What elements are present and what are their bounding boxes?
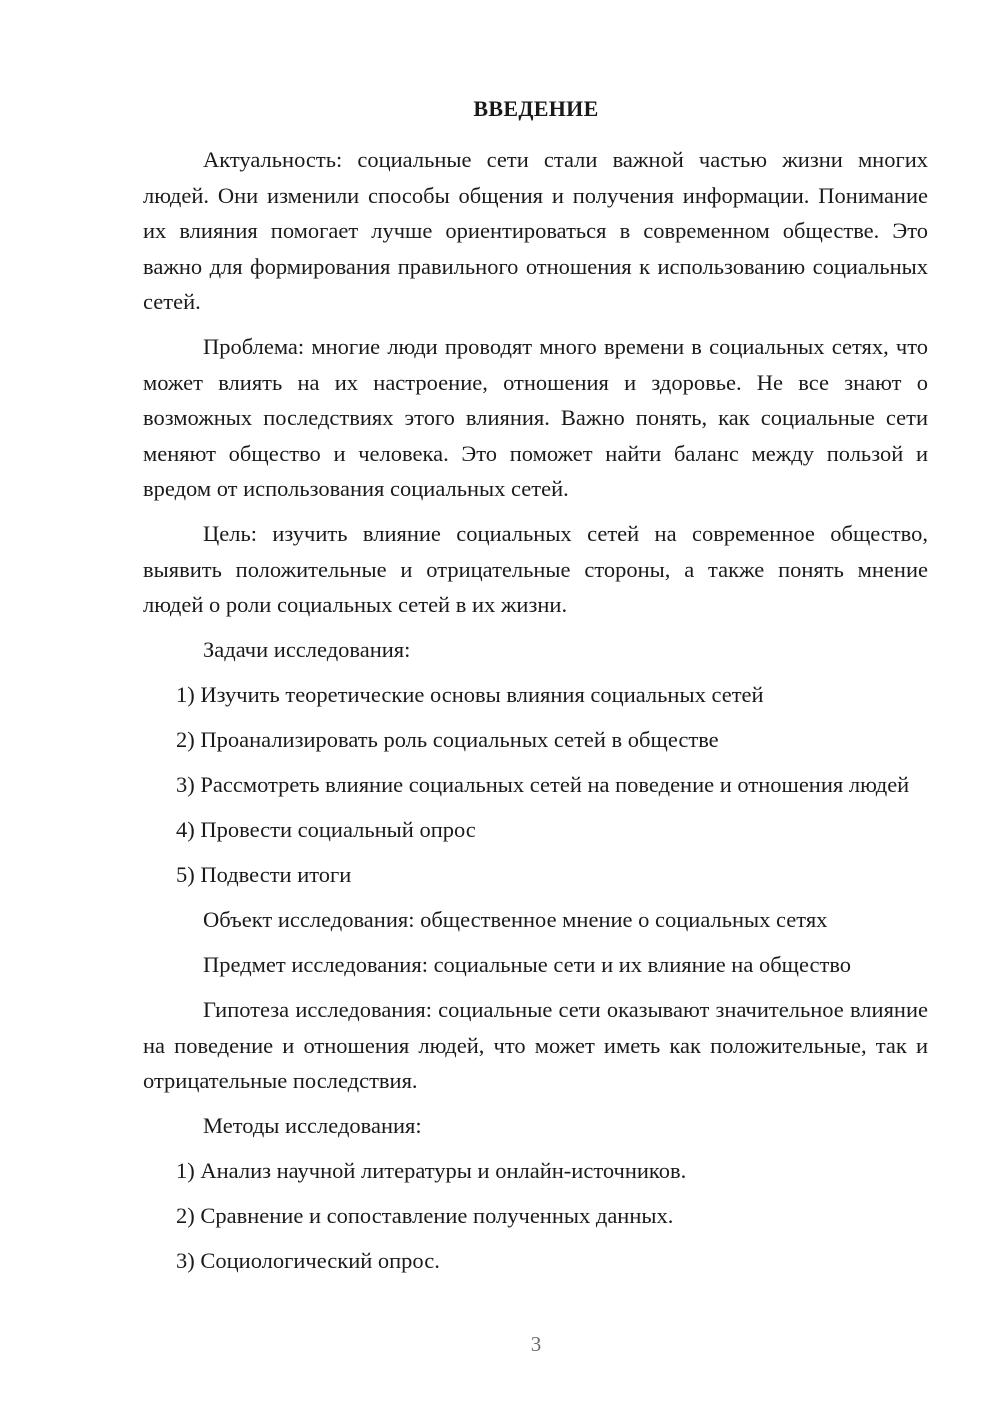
- hypothesis-paragraph: Гипотеза исследования: социальные сети оказывают значительное влияние на поведение и отношения людей, что может иметь как положительные, так и отрицательные последствия.: [143, 997, 928, 1093]
- tasks-heading: Задачи исследования:: [203, 637, 411, 662]
- relevance-paragraph: Актуальность: социальные сети стали важной частью жизни многих людей. Они изменили способы общения и получения информации. Понимание их влияния помогает лучше ориентироваться в современном обществе. Это важно для формирования правильного отношения к использованию социальных сетей.: [143, 147, 928, 314]
- task-item: 1) Изучить теоретические основы влияния социальных сетей: [176, 682, 764, 707]
- page-number: 3: [530, 1332, 542, 1356]
- goal-paragraph: Цель: изучить влияние социальных сетей на современное общество, выявить положительные и отрицательные стороны, а также понять мнение людей о роли социальных сетей в их жизни.: [143, 521, 928, 617]
- object-paragraph: Объект исследования: общественное мнение о социальных сетях: [203, 907, 828, 932]
- page-title: ВВЕДЕНИЕ: [473, 96, 599, 121]
- task-item: 4) Провести социальный опрос: [176, 817, 476, 842]
- subject-paragraph: Предмет исследования: социальные сети и их влияние на общество: [203, 952, 852, 977]
- task-item: 2) Проанализировать роль социальных сетей в обществе: [176, 727, 719, 752]
- task-item: 5) Подвести итоги: [176, 862, 352, 887]
- problem-paragraph: Проблема: многие люди проводят много времени в социальных сетях, что может влиять на их настроение, отношения и здоровье. Не все знают о возможных последствиях этого влияния. Важно понять, как социальные сети меняют общество и человека. Это поможет найти баланс между пользой и вредом от использования социальных сетей.: [143, 334, 928, 501]
- method-item: 3) Социологический опрос.: [176, 1248, 440, 1273]
- method-item: 1) Анализ научной литературы и онлайн-источников.: [176, 1158, 687, 1183]
- method-item: 2) Сравнение и сопоставление полученных данных.: [176, 1203, 674, 1228]
- document-body: [143, 142, 928, 1288]
- methods-heading: Методы исследования:: [203, 1113, 422, 1138]
- task-item: 3) Рассмотреть влияние социальных сетей на поведение и отношения людей: [176, 772, 910, 797]
